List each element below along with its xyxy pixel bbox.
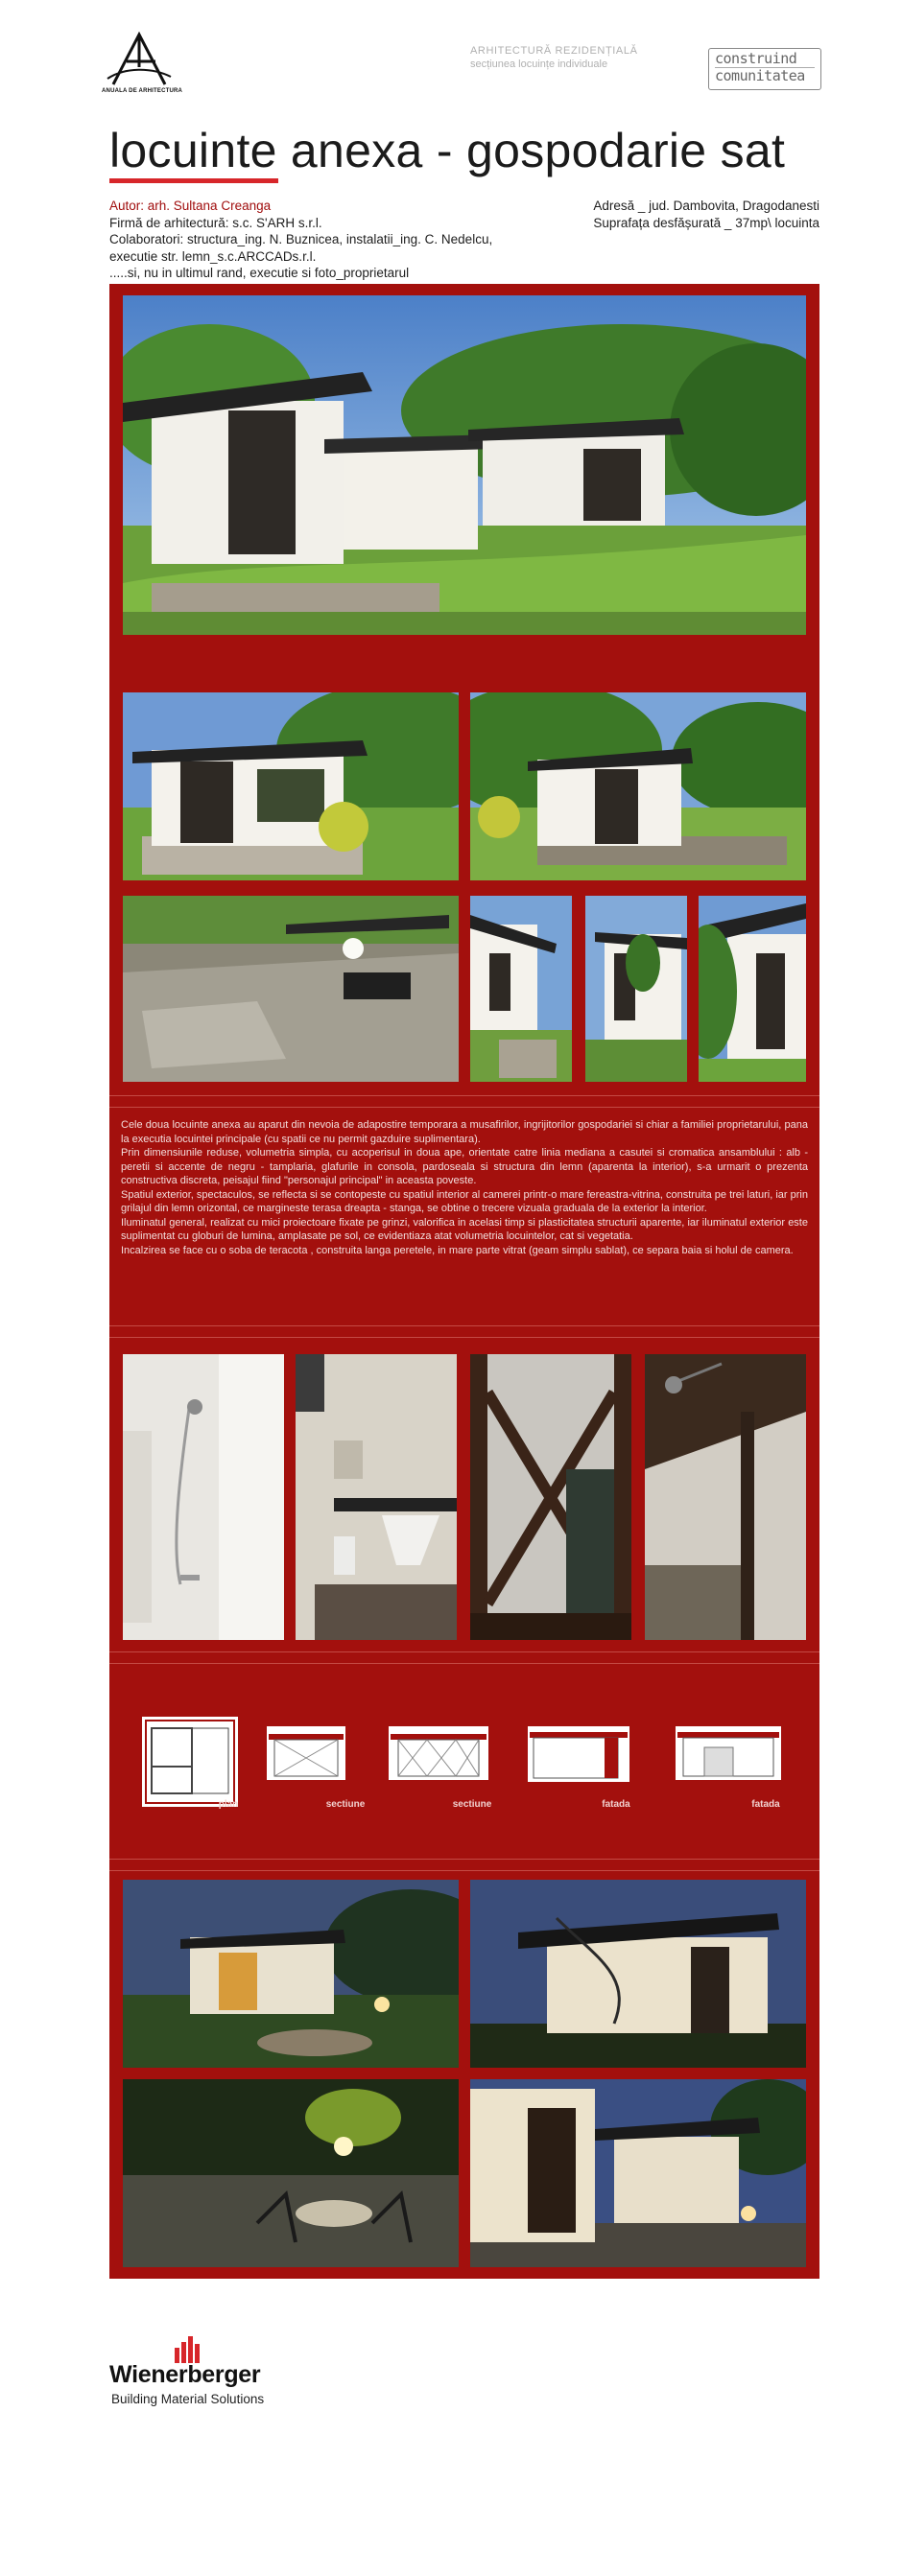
terrace-photo — [123, 896, 459, 1082]
project-description — [121, 1118, 808, 1257]
night-photo-1 — [123, 1880, 459, 2068]
partner-logo-line2: comunitatea — [715, 67, 815, 84]
detail-photo-3 — [699, 896, 806, 1082]
drawing-label-plan: plan — [218, 1799, 239, 1810]
panel-divider — [109, 1870, 819, 1871]
plan-drawing — [142, 1717, 238, 1807]
author-line: Autor: arh. Sultana Creanga — [109, 199, 272, 213]
wienerberger-logo-icon — [173, 2336, 202, 2363]
description-paragraph: Spatiul exterior, spectaculos, se reflecta si se contopeste cu spatiul interior al camerei printr-o mare fereastra-vitrina, construita pe trei laturi, iar prin grilajul din lemn orizontal, ce margineste terasa dreapta - stanga, se obtine o trecere vizuala graduala de la exterior la interior. — [121, 1188, 808, 1214]
detail-photo-2 — [585, 896, 687, 1082]
night-photo-3 — [123, 2079, 459, 2267]
section-category: ARHITECTURĂ REZIDENȚIALĂ — [470, 45, 638, 57]
drawing-label-facade-1: fatada — [602, 1799, 630, 1810]
page-title: locuinte anexa - gospodarie sat — [109, 124, 786, 177]
drawing-label-facade-2: fatada — [751, 1799, 780, 1810]
anuala-logo-text: ANUALA DE ARHITECTURA — [102, 88, 183, 94]
section-drawing-2 — [389, 1726, 488, 1780]
panel-divider — [109, 1859, 819, 1860]
description-paragraph: Iluminatul general, realizat cu mici proiectoare fixate pe grinzi, valorifica in acelasi timp si plasticitatea structurii aparente, iar iluminatul exterior este suplimentat cu globuri de lumina, amplasate pe sol, ce evidentiaza atat volumetria locuintelor, cat si vegetatia. — [121, 1216, 808, 1242]
address-line: Adresă _ jud. Dambovita, Dragodanesti — [593, 199, 819, 213]
drawing-label-section-2: sectiune — [452, 1799, 492, 1810]
facade-drawing-2 — [676, 1726, 781, 1780]
panel-divider — [109, 1663, 819, 1664]
exterior-photo-right — [470, 692, 806, 880]
facade-drawing-1 — [528, 1726, 629, 1782]
panel-divider — [109, 1325, 819, 1326]
collaborators-line-2: executie str. lemn_s.c.ARCCADs.r.l. — [109, 248, 317, 264]
title-underline — [109, 178, 278, 183]
wienerberger-brand: Wienerberger — [109, 2361, 261, 2388]
section-drawing-1 — [267, 1726, 345, 1780]
interior-photo-room — [645, 1354, 806, 1640]
panel-divider — [109, 1107, 819, 1108]
panel-divider — [109, 1651, 819, 1652]
detail-photo-1 — [470, 896, 572, 1082]
project-details — [593, 198, 819, 231]
night-photo-4 — [470, 2079, 806, 2267]
collaborators-line: Colaboratori: structura_ing. N. Buznicea, instalatii_ing. C. Nedelcu, — [109, 232, 493, 246]
panel-divider — [109, 1337, 819, 1338]
night-photo-2 — [470, 1880, 806, 2068]
hero-photo — [123, 295, 806, 635]
description-paragraph: Prin dimensiunile reduse, volumetria simpla, cu acoperisul in doua ape, orientate catre linia mediana a casutei si cromatica ansamblului : alb - peretii si accente de negru - tamplaria, glafurile in consola, pardoseala si structura din lemn (aparenta la interior), s-a urmarit o prezenta constructiva discreta, peisajul fiind "personajul principal" in aceasta poveste. — [121, 1147, 808, 1186]
panel-divider — [109, 1095, 819, 1096]
firm-line: Firmă de arhitectură: s.c. S'ARH s.r.l. — [109, 215, 322, 230]
interior-photo-bathroom — [296, 1354, 457, 1640]
section-subcategory: secțiunea locuințe individuale — [470, 59, 608, 70]
description-paragraph: Incalzirea se face cu o soba de teracota , construita langa peretele, in mare parte vitrat (geam simplu sablat), ce separa baia si holul de camera. — [121, 1244, 794, 1256]
interior-photo-shower — [123, 1354, 284, 1640]
construind-comunitatea-logo — [708, 48, 821, 90]
drawing-label-section-1: sectiune — [325, 1799, 366, 1810]
interior-photo-stove — [470, 1354, 631, 1640]
execution-note: .....si, nu in ultimul rand, executie si foto_proprietarul — [109, 266, 410, 280]
description-paragraph: Cele doua locuinte anexa au aparut din nevoia de adapostire temporara a musafirilor, ingrijitorilor gospodariei si chiar a familiei proprietarului, pana la executia locuintei principale (cu spatii ce nu permit gazduire suplimentara). — [121, 1119, 808, 1145]
partner-logo-line1: construind — [715, 50, 797, 67]
section-heading — [470, 44, 638, 71]
area-line: Suprafața desfășurată _ 37mp\ locuinta — [593, 215, 819, 230]
exterior-photo-left — [123, 692, 459, 880]
project-credits — [109, 198, 492, 282]
anuala-logo-icon — [106, 29, 173, 88]
wienerberger-tagline: Building Material Solutions — [111, 2392, 265, 2406]
